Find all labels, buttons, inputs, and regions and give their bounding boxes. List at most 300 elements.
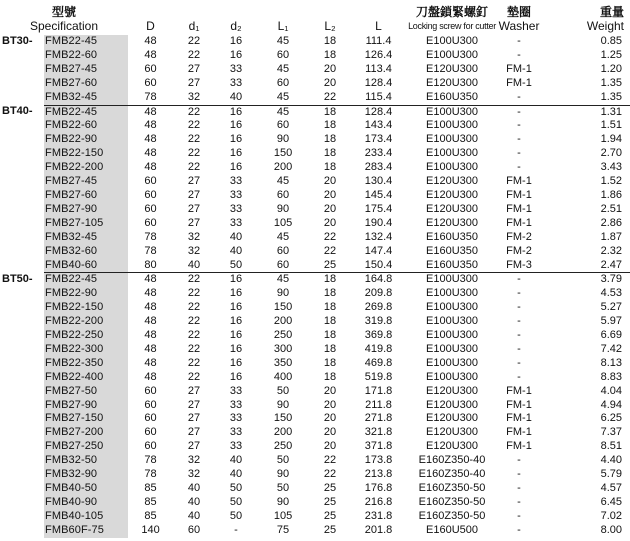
l-cell: 283.4 (364, 161, 393, 174)
d1-cell: 22 (187, 133, 201, 146)
l-cell: 216.8 (364, 495, 393, 508)
d-cell: 80 (144, 258, 157, 271)
l1-cell: 300 (273, 342, 293, 355)
spec-cell: FMB27-250 (44, 440, 128, 454)
d1-cell: 27 (187, 202, 201, 215)
d-cell: 48 (144, 147, 157, 160)
d-cell: 48 (144, 329, 157, 342)
l-cell: 176.8 (364, 482, 393, 494)
d2-cell: 40 (229, 468, 243, 481)
weight-cell: 8.51 (600, 440, 623, 453)
l1-cell: 105 (273, 509, 293, 522)
l-cell: 150.4 (364, 258, 393, 271)
l1-cell: 90 (276, 133, 290, 146)
d-cell: 60 (144, 384, 157, 397)
d1-cell: 22 (187, 287, 201, 300)
group-blank (0, 482, 44, 496)
spec-cell: FMB22-200 (44, 161, 128, 175)
d-cell: 48 (128, 105, 173, 119)
l-cell: 173.8 (364, 454, 393, 467)
screw-cell: E100U300 (406, 105, 498, 119)
header-d: D (146, 19, 155, 33)
washer-cell: FM-1 (506, 440, 532, 453)
screw-cell: E100U300 (426, 48, 479, 61)
l1-cell: 90 (276, 495, 290, 508)
washer-cell: - (517, 370, 521, 383)
d1-cell: 32 (187, 230, 201, 243)
d1-cell: 22 (187, 35, 201, 47)
d1-cell: 40 (187, 509, 201, 522)
d1-cell: 32 (187, 454, 201, 467)
header-l1: L₁ (277, 19, 289, 33)
l2-cell: 22 (323, 454, 337, 467)
washer-cell: - (517, 509, 521, 522)
screw-cell: E100U300 (426, 370, 479, 383)
group-blank (0, 175, 44, 189)
l2-cell: 18 (323, 301, 337, 314)
d-cell: 60 (144, 412, 157, 425)
d2-cell: 33 (229, 202, 243, 215)
d2-cell: 16 (229, 329, 243, 342)
group-blank (0, 147, 44, 161)
table-row (0, 245, 630, 259)
l2-cell: 22 (323, 230, 337, 243)
l2-cell: 25 (323, 495, 337, 508)
spec-cell: FMB40-90 (44, 496, 128, 510)
weight-cell: 1.94 (600, 133, 623, 146)
l1-cell: 105 (273, 216, 293, 229)
d1-cell: 22 (187, 356, 201, 369)
spec-cell: FMB22-250 (44, 329, 128, 343)
d1-cell: 22 (187, 119, 201, 132)
l2-cell: 18 (323, 133, 337, 146)
washer-cell: - (517, 133, 521, 146)
l1-cell: 60 (276, 48, 290, 61)
screw-cell: E160Z350-40 (418, 468, 486, 481)
washer-cell: FM-1 (506, 76, 532, 89)
l-cell: 113.4 (365, 62, 392, 75)
washer-cell: - (517, 329, 521, 342)
table-row (0, 49, 630, 63)
screw-cell: E100U300 (426, 301, 479, 314)
l-cell: 190.4 (364, 216, 393, 229)
l-cell: 173.4 (364, 133, 393, 146)
d-cell: 48 (144, 133, 157, 146)
l-cell: 209.8 (364, 287, 393, 300)
spec-cell: FMB22-60 (44, 49, 128, 63)
d2-cell: 16 (229, 161, 243, 174)
l2-cell: 22 (323, 244, 337, 257)
d-cell: 60 (144, 188, 157, 201)
l-cell: 126.4 (364, 48, 393, 61)
d1-cell: 27 (187, 398, 201, 411)
d-cell: 78 (144, 244, 157, 257)
header-locking-screw (406, 0, 498, 35)
d-cell: 48 (144, 119, 157, 132)
d-cell: 78 (144, 230, 157, 243)
screw-cell: E100U300 (426, 35, 479, 47)
washer-cell: - (517, 356, 521, 369)
screw-cell: E100U300 (426, 133, 479, 146)
screw-cell: E120U300 (426, 62, 479, 75)
d1-cell: 22 (187, 315, 201, 328)
screw-cell: E120U300 (426, 216, 479, 229)
l-cell: 115.4 (365, 90, 392, 103)
spec-cell: FMB22-150 (44, 147, 128, 161)
table-row (0, 412, 630, 426)
l1-cell: 45 (276, 35, 290, 47)
table-row (0, 119, 630, 133)
table-body (0, 35, 630, 538)
washer-cell: FM-1 (506, 398, 532, 411)
d2-cell: 40 (229, 454, 243, 467)
l1-cell: 400 (273, 370, 293, 383)
group-blank (0, 231, 44, 245)
d-cell: 60 (144, 175, 157, 188)
d-cell: 60 (144, 62, 157, 75)
washer-cell: - (517, 482, 521, 494)
d2-cell: 16 (229, 315, 243, 328)
spec-cell: FMB40-60 (44, 259, 128, 273)
group-blank (0, 301, 44, 315)
d2-cell: 33 (229, 412, 243, 425)
washer-cell: - (517, 523, 521, 536)
l2-cell: 20 (323, 412, 337, 425)
d2-cell: 40 (229, 230, 243, 243)
table-row (0, 161, 630, 175)
screw-cell: E120U300 (426, 202, 479, 215)
l1-cell: 50 (276, 454, 290, 467)
d2-cell: 33 (229, 440, 243, 453)
l2-cell: 20 (323, 175, 337, 188)
group-blank (0, 385, 44, 399)
spec-cell: FMB27-50 (44, 385, 128, 399)
spec-cell: FMB27-60 (44, 77, 128, 91)
spec-cell: FMB22-45 (44, 273, 128, 287)
d2-cell: 40 (229, 244, 243, 257)
l1-cell: 60 (276, 188, 290, 201)
screw-cell: E120U300 (426, 76, 479, 89)
d2-cell: 33 (229, 188, 243, 201)
d1-cell: 60 (187, 523, 201, 536)
group-blank (0, 440, 44, 454)
washer-cell: - (517, 35, 521, 47)
washer-cell: FM-1 (506, 202, 532, 215)
table-row (0, 273, 630, 287)
d1-cell: 27 (187, 440, 201, 453)
screw-cell: E120U300 (426, 412, 479, 425)
table-row (0, 426, 630, 440)
screw-cell: E160U350 (426, 244, 479, 257)
table-row (0, 482, 630, 496)
spec-cell: FMB22-400 (44, 371, 128, 385)
d1-cell: 27 (187, 384, 201, 397)
spec-cell: FMB27-90 (44, 399, 128, 413)
l1-cell: 200 (273, 426, 293, 439)
screw-cell: E160Z350-50 (418, 509, 486, 522)
l1-cell: 90 (276, 287, 290, 300)
washer-cell: - (498, 273, 540, 287)
d2-cell: 50 (229, 258, 243, 271)
weight-cell: 5.27 (600, 301, 623, 314)
d2-cell: 16 (229, 370, 243, 383)
table-row (0, 217, 630, 231)
table-row (0, 287, 630, 301)
d2-cell: 16 (229, 119, 243, 132)
group-blank (0, 399, 44, 413)
weight-cell: 1.31 (540, 105, 630, 119)
weight-cell: 1.25 (600, 48, 623, 61)
l-cell: 143.4 (364, 119, 393, 132)
spec-cell: FMB27-90 (44, 203, 128, 217)
l1-cell: 150 (273, 147, 293, 160)
d-cell: 60 (144, 216, 157, 229)
screw-cell: E160Z350-50 (418, 482, 486, 494)
d-cell: 48 (144, 48, 157, 61)
header-screw-en: Locking screw for cutter (408, 21, 496, 31)
l2-cell: 20 (323, 440, 337, 453)
d2-cell: 16 (229, 287, 243, 300)
l1-cell: 200 (273, 161, 293, 174)
screw-cell: E120U300 (426, 188, 479, 201)
l2-cell: 18 (323, 35, 337, 47)
washer-cell: FM-1 (506, 188, 532, 201)
d1-cell: 27 (187, 216, 201, 229)
table-row (0, 496, 630, 510)
spec-cell: FMB22-350 (44, 357, 128, 371)
d-cell: 78 (144, 90, 157, 103)
d-cell: 85 (144, 495, 157, 508)
weight-cell: 3.79 (540, 273, 630, 287)
table-row (0, 91, 630, 105)
spec-cell: FMB22-200 (44, 315, 128, 329)
group-blank (0, 468, 44, 482)
l-cell: 130.4 (364, 175, 393, 188)
group-blank (0, 203, 44, 217)
screw-cell: E160U350 (426, 258, 479, 271)
l2-cell: 18 (323, 287, 337, 300)
spec-cell: FMB27-200 (44, 426, 128, 440)
d2-cell: 33 (229, 426, 243, 439)
header-washer-cn: 墊圈 (507, 5, 532, 19)
washer-cell: - (498, 105, 540, 119)
d-cell: 48 (144, 315, 157, 328)
d2-cell: 16 (229, 147, 243, 160)
l1-cell: 75 (276, 523, 290, 536)
l2-cell: 18 (323, 119, 337, 132)
screw-cell: E120U300 (426, 175, 479, 188)
screw-cell: E120U300 (426, 384, 479, 397)
spec-cell: FMB22-45 (44, 35, 128, 49)
spec-cell: FMB22-45 (44, 105, 128, 119)
l-cell: 269.8 (364, 301, 393, 314)
weight-cell: 1.51 (600, 119, 623, 132)
table-row (0, 329, 630, 343)
l-cell: 233.4 (364, 147, 393, 160)
group-blank (0, 133, 44, 147)
l2-cell: 18 (323, 48, 337, 61)
screw-cell: E100U300 (426, 119, 479, 132)
l-cell: 147.4 (364, 244, 393, 257)
l1-cell: 250 (273, 329, 293, 342)
l2-cell: 20 (323, 76, 337, 89)
d2-cell: 40 (229, 90, 243, 103)
d1-cell: 22 (173, 105, 215, 119)
weight-cell: 4.57 (600, 482, 623, 494)
group-blank (0, 371, 44, 385)
l1-cell: 90 (276, 398, 290, 411)
spec-cell: FMB27-105 (44, 217, 128, 231)
header-weight (540, 0, 630, 35)
group-blank (0, 412, 44, 426)
l2-cell: 25 (323, 482, 337, 494)
l2-cell: 18 (323, 147, 337, 160)
d2-cell: 16 (229, 35, 243, 47)
weight-cell: 1.20 (600, 62, 623, 75)
table-row (0, 301, 630, 315)
header-l: L (375, 19, 382, 33)
table-row (0, 510, 630, 524)
l-cell: 128.4 (351, 105, 406, 119)
l-cell: 369.8 (364, 329, 393, 342)
d1-cell: 40 (187, 258, 201, 271)
washer-cell: - (517, 48, 521, 61)
d1-cell: 27 (187, 412, 201, 425)
table-row (0, 315, 630, 329)
d1-cell: 32 (187, 244, 201, 257)
d1-cell: 22 (187, 329, 201, 342)
d1-cell: 27 (187, 426, 201, 439)
d-cell: 60 (144, 398, 157, 411)
group-blank (0, 524, 44, 538)
d2-cell: 33 (229, 76, 243, 89)
weight-cell: 1.52 (600, 175, 623, 188)
group-blank (0, 161, 44, 175)
l-cell: 469.8 (364, 356, 393, 369)
l1-cell: 60 (276, 76, 290, 89)
screw-cell: E120U300 (426, 398, 479, 411)
d1-cell: 22 (187, 301, 201, 314)
spec-cell: FMB32-90 (44, 468, 128, 482)
l2-cell: 20 (323, 216, 337, 229)
d-cell: 48 (144, 35, 157, 47)
l2-cell: 18 (323, 329, 337, 342)
washer-cell: - (517, 454, 521, 467)
d2-cell: 50 (229, 482, 243, 494)
group-blank (0, 119, 44, 133)
d-cell: 85 (144, 509, 157, 522)
washer-cell: - (517, 495, 521, 508)
screw-cell: E160U500 (426, 523, 479, 536)
group-blank (0, 217, 44, 231)
group-blank (0, 510, 44, 524)
spec-cell: FMB32-60 (44, 245, 128, 259)
d2-cell: 33 (229, 384, 243, 397)
l-cell: 211.8 (365, 398, 392, 411)
d2-cell: 16 (229, 342, 243, 355)
l2-cell: 20 (323, 398, 337, 411)
washer-cell: - (517, 161, 521, 174)
washer-cell: FM-1 (506, 384, 532, 397)
washer-cell: - (517, 301, 521, 314)
spec-cell: FMB22-60 (44, 119, 128, 133)
header-washer-en: Washer (498, 19, 540, 33)
d2-cell: - (234, 523, 238, 536)
weight-cell: 4.94 (600, 398, 623, 411)
l-cell: 371.8 (364, 440, 393, 453)
l1-cell: 90 (276, 468, 290, 481)
washer-cell: - (517, 287, 521, 300)
washer-cell: FM-1 (506, 62, 532, 75)
header-weight-cn: 重量 (600, 5, 625, 19)
washer-cell: - (517, 119, 521, 132)
d1-cell: 32 (187, 468, 201, 481)
header-washer (498, 0, 540, 35)
header-specification (0, 0, 128, 35)
spec-cell: FMB32-45 (44, 231, 128, 245)
l1-cell: 350 (273, 356, 293, 369)
d-cell: 48 (144, 356, 157, 369)
weight-cell: 6.45 (600, 495, 623, 508)
d-cell: 78 (144, 468, 157, 481)
l1-cell: 150 (273, 301, 293, 314)
screw-cell: E100U300 (426, 161, 479, 174)
weight-cell: 6.25 (600, 412, 623, 425)
l2-cell: 20 (323, 62, 337, 75)
d2-cell: 33 (229, 175, 243, 188)
d-cell: 48 (144, 287, 157, 300)
l1-cell: 45 (257, 273, 309, 287)
d-cell: 48 (144, 370, 157, 383)
table-row (0, 77, 630, 91)
d2-cell: 50 (229, 509, 243, 522)
group-blank (0, 63, 44, 77)
screw-cell: E100U300 (406, 273, 498, 287)
l2-cell: 18 (309, 273, 351, 287)
washer-cell: FM-2 (506, 244, 532, 257)
l-cell: 231.8 (364, 509, 393, 522)
header-spec-cn: 型號 (52, 5, 77, 19)
weight-cell: 1.87 (600, 230, 623, 243)
d1-cell: 22 (187, 161, 201, 174)
d2-cell: 50 (229, 495, 243, 508)
screw-cell: E100U300 (426, 329, 479, 342)
header-l2: L₂ (324, 19, 336, 33)
washer-cell: FM-2 (506, 230, 532, 243)
d-cell: 48 (144, 342, 157, 355)
d1-cell: 27 (187, 188, 201, 201)
weight-cell: 1.35 (600, 90, 623, 103)
spec-cell: FMB22-150 (44, 301, 128, 315)
table-row (0, 147, 630, 161)
d1-cell: 22 (187, 370, 201, 383)
l1-cell: 200 (273, 315, 293, 328)
table-row (0, 468, 630, 482)
l1-cell: 60 (276, 119, 290, 132)
d1-cell: 22 (187, 342, 201, 355)
l1-cell: 45 (276, 62, 290, 75)
spec-cell: FMB27-45 (44, 175, 128, 189)
l2-cell: 18 (323, 161, 337, 174)
weight-cell: 3.43 (600, 161, 623, 174)
d2-cell: 16 (229, 48, 243, 61)
d1-cell: 32 (187, 90, 201, 103)
l2-cell: 18 (323, 356, 337, 369)
d2-cell: 16 (229, 133, 243, 146)
l2-cell: 25 (323, 258, 337, 271)
l2-cell: 25 (323, 523, 337, 536)
group-blank (0, 91, 44, 105)
